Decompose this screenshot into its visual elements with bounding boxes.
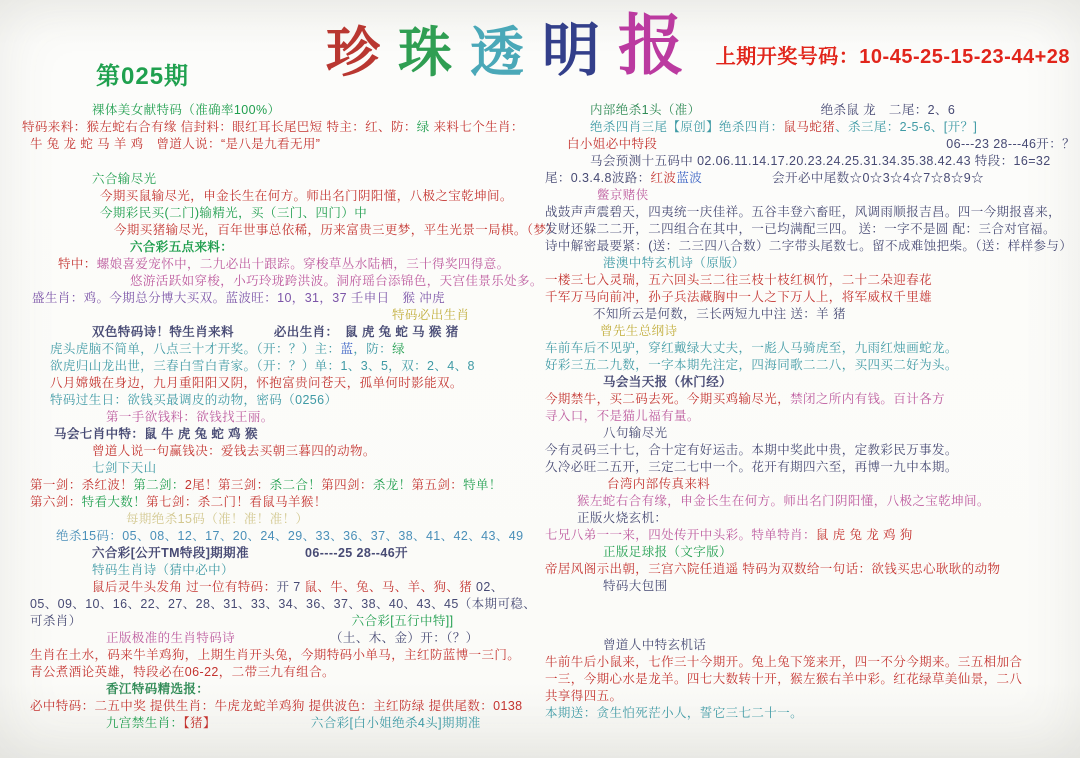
text-segment: 曾先生总纲诗 [600, 324, 678, 338]
text-segment: 今有灵码三十七，合十定有好运击。本期中奖此中贵，定教彩民万事发。 [545, 443, 958, 457]
text-segment: 红波 [650, 171, 677, 185]
text-segment: 悠游活跃如穿梭，小巧玲珑跨洪波。洞府瑶台添锦色，天宫佳景乐处多。 [130, 274, 543, 288]
text-line [100, 188, 544, 205]
text-line [54, 426, 544, 443]
text-segment: 会开必中尾数☆0☆3☆4☆7☆8☆9☆ [772, 171, 984, 185]
text-segment: 第一剑： [30, 478, 82, 492]
text-segment: 千军万马向前冲，孙子兵法藏胸中一人之下万人上，将军威权千里雄 [545, 290, 933, 304]
text-segment: 第六剑： [30, 495, 82, 509]
text-line [106, 630, 544, 647]
text-segment: 特码生肖诗（猜中必中） [92, 563, 234, 577]
text-segment: 七剑下天山 [92, 461, 157, 475]
text-segment: 正版极准的生肖特码诗 [106, 631, 236, 645]
text-line [545, 289, 1075, 306]
text-segment: 马会七肖中特：鼠 牛 虎 兔 蛇 鸡 猴 [54, 427, 258, 441]
text-segment: 第一手欲钱料：欲钱找王丽。 [106, 410, 274, 424]
text-segment: 今期买鼠输尽光，申金长生在何方。师出名门阴阳懂，八极之宝乾坤间。 [100, 189, 513, 203]
text-segment: 第三剑： [217, 478, 270, 492]
text-segment: 特码来料：猴左蛇右合有缘 信封料：眼红耳长尾巴短 特主：红、防： [22, 120, 417, 134]
text-line [126, 511, 544, 528]
text-segment: 尾：0.3.4.8波路： [545, 171, 651, 185]
text-line [545, 688, 1075, 705]
text-segment: 第二剑： [133, 478, 185, 492]
text-segment: （土、木、金）开：（？） [330, 631, 479, 645]
text-segment: 特码过生日：欲钱买最调皮的动物，密码（0256） [50, 393, 338, 407]
text-line [30, 136, 544, 153]
text-line [600, 323, 1075, 340]
text-line [56, 528, 544, 545]
text-line [545, 391, 1075, 408]
text-segment: 绝杀鼠 龙 二尾：2、6 [820, 103, 956, 117]
text-line [567, 136, 1075, 153]
last-draw-numbers: 上期开奖号码：10-45-25-15-23-44+28 [715, 46, 1070, 68]
text-line [545, 671, 1075, 688]
text-line [597, 187, 1075, 204]
text-segment: 马会预测十五码中 02.06.11.14.17.20.23.24.25.31.34.35.38.42.43 特段：16=32 [590, 154, 1051, 168]
text-segment: 八月嫦娥在身边，九月重阳阳又阴，怀抱富贵问苍天，孤单何时影能双。 [50, 376, 463, 390]
text-segment: 必出生肖： 鼠 虎 兔 蛇 马 猴 猪 [273, 325, 459, 339]
text-segment: 六合彩[白小姐绝杀4头]期期准 [310, 716, 481, 730]
text-segment: 曾道人说一句赢钱决：爱钱去买朝三暮四的动物。 [92, 444, 376, 458]
text-segment: 曾道人中特玄机话 [603, 638, 707, 652]
text-segment: 裸体美女献特码（准确率100%） [92, 103, 281, 117]
text-segment: 必中特码：二五中奖 提供生肖：牛虎龙蛇羊鸡狗 提供波色：主红防绿 提供尾数：0138 [30, 699, 523, 713]
text-segment: 绝杀15码：05、08、12、17、20、24、29、33、36、37、38、41、42、43、49 [56, 529, 524, 543]
text-line [106, 409, 544, 426]
text-line [100, 205, 544, 222]
text-segment: 鼠、牛、兔、马、羊、狗、猪 [304, 580, 473, 594]
text-segment: 蓝 [340, 342, 354, 356]
text-segment: 绿 [392, 342, 405, 356]
text-segment: 02、 [472, 580, 504, 594]
text-segment: 发财还躲二二开，二四组合在其中，一已均满配三四。 送：一字不是圆 配：三合对官福。 [545, 222, 1056, 236]
text-segment: 共享得四五。 [545, 689, 623, 703]
text-segment: 杀二合！ [269, 478, 322, 492]
text-segment: 港澳中特玄机诗（原版） [603, 256, 745, 270]
text-segment: 今期彩民买(二门)输精光，买（三门、四门）中 [100, 206, 368, 220]
text-line [30, 613, 544, 630]
title-char: 珍 [326, 23, 380, 83]
text-segment: 鼠后灵牛头发角 过一位有特码： [92, 580, 277, 594]
text-segment: 台湾内部传真来料 [607, 477, 711, 491]
text-line [92, 443, 544, 460]
text-line [92, 562, 544, 579]
text-line [30, 698, 544, 715]
text-line [106, 681, 544, 698]
text-segment: 第五剑： [411, 478, 464, 492]
text-segment: 九宫禁生肖： [106, 716, 184, 730]
text-segment: 蓝波 [676, 171, 703, 185]
text-line [30, 494, 544, 511]
text-line [30, 596, 544, 613]
text-line [92, 102, 544, 119]
text-line [607, 476, 1075, 493]
text-segment: 好彩三五二九数，一字本期先注定，四海同歌二二八，买四买二好为头。 [545, 358, 958, 372]
text-line [545, 170, 1075, 187]
text-segment: 猴左蛇右合有缘，申金长生在何方。师出名门阴阳懂，八极之宝乾坤间。 [577, 494, 990, 508]
title-char: 透 [470, 23, 524, 83]
text-segment: 六合彩五点来料： [130, 240, 234, 254]
text-segment: 鼠马蛇猪 [783, 120, 836, 134]
text-line [130, 239, 544, 256]
issue-number: 第025期 [96, 63, 190, 90]
text-line [545, 442, 1075, 459]
text-line [603, 255, 1075, 272]
text-segment: 诗中解密最要紧：(送：二三四八合数）二字带头尾数七。留不成难蚀把柴。（送：样样参与） [545, 239, 1073, 253]
text-segment: 第四剑： [321, 478, 373, 492]
text-line [545, 357, 1075, 374]
title-char: 明 [542, 18, 601, 83]
text-line [30, 664, 544, 681]
text-line [545, 204, 1075, 221]
text-line [545, 527, 1075, 544]
text-segment: 车前车后不见驴，穿红戴绿大丈夫，一彪人马骑虎至，九雨红烛画蛇龙。 [545, 341, 958, 355]
text-segment: 战鼓声声震碧天，四夷统一庆佳祥。五谷丰登六畜旺，风调雨顺报吉昌。四一今期报喜来， [545, 205, 1062, 219]
text-line [130, 273, 544, 290]
text-segment: 内部绝杀1头（准） [590, 103, 701, 117]
text-segment: 鼠 虎 兔 龙 鸡 狗 [815, 528, 913, 542]
title-char: 珠 [398, 23, 452, 83]
text-segment: 本期送：贪生怕死茫小人，誓它三七二十一。 [545, 706, 804, 720]
text-segment: 特看大数！ [81, 495, 147, 509]
text-line [590, 153, 1075, 170]
text-segment: 05、09、10、16、22、27、28、31、33、34、36、37、38、40、43、45（本期可稳、 [30, 597, 537, 611]
right-column [545, 102, 1075, 722]
text-line [92, 579, 544, 596]
newspaper-title [326, 10, 685, 83]
text-segment: 杀红波！ [81, 478, 134, 492]
text-line [545, 561, 1075, 578]
left-column [22, 102, 560, 732]
text-line [603, 544, 1075, 561]
text-line [50, 358, 544, 375]
text-segment: 绝杀四肖三尾【原创】绝杀四肖： [590, 120, 784, 134]
text-segment: 正版火烧玄机： [577, 511, 668, 525]
text-line [545, 705, 1075, 722]
text-segment: 正版足球报（文字版） [603, 545, 733, 559]
text-segment: 青公煮酒论英雄，特段必在06-22，二带三九有组合。 [30, 665, 335, 679]
text-line [92, 460, 544, 477]
text-line [545, 221, 1075, 238]
text-segment: 寻入口，不是猫儿福有量。 [545, 409, 700, 423]
text-line [92, 171, 544, 188]
text-line [590, 119, 1075, 136]
text-segment: 特码必出生肖 [392, 308, 470, 322]
text-segment: 白小姐必中特段 [567, 137, 658, 151]
text-segment: 、杀三尾：2-5-6、[开？] [835, 120, 978, 134]
text-line [545, 238, 1075, 255]
text-segment: 欲虎归山龙出世，三春白雪白青家。（开：？）单：1、3、5，双：2、4、8 [50, 359, 475, 373]
text-segment: ，防： [353, 342, 393, 356]
text-segment: 久冷必旺二五开，三定二七中一个。花开有期四六至，再博一九中本期。 [545, 460, 958, 474]
text-line [593, 306, 1075, 323]
text-segment: 六合输尽光 [92, 172, 157, 186]
text-segment: 生肖在土水，码来牛羊鸡狗，上期生肖开头兔，今期特码小单马，主红防蓝博一三门。 [30, 648, 521, 662]
text-line [590, 102, 1075, 119]
text-line [603, 578, 1075, 595]
text-line [92, 545, 544, 562]
text-line [392, 307, 544, 324]
text-segment: 每期绝杀15码（准！准！准！） [126, 512, 309, 526]
text-segment: 七兄八弟一一来，四处传开中头彩。特单特肖： [545, 528, 816, 542]
text-line [106, 715, 544, 732]
text-line [577, 493, 1075, 510]
text-line [545, 340, 1075, 357]
text-line [50, 375, 544, 392]
text-line [603, 637, 1075, 654]
text-segment: 开 7 [276, 580, 305, 594]
text-segment: 双色特码诗！特生肖来料 [92, 325, 234, 339]
text-line [30, 647, 544, 664]
text-segment: 一三，今期心水是龙羊。四七大数转十开，猴左猴右羊中彩。红花绿草美仙景，二八 [545, 672, 1023, 686]
text-line [603, 425, 1075, 442]
text-line [32, 290, 544, 307]
text-segment: 香江特码精选报： [106, 682, 210, 696]
text-line [30, 477, 544, 494]
text-line [545, 459, 1075, 476]
text-segment: 一楼三七入灵瑞，五六回头三二往三枝十枝红枫竹，二十二朵迎春花 [545, 273, 933, 287]
text-segment: 六合彩[公开TM特段]期期准 [92, 546, 249, 560]
text-segment: 杀二门！看鼠马羊猴！ [197, 495, 327, 509]
text-line [545, 654, 1075, 671]
text-segment: 特中： [58, 257, 97, 271]
text-line [22, 119, 544, 136]
text-segment: 八句输尽光 [603, 426, 668, 440]
text-segment: 牛 兔 龙 蛇 马 羊 鸡 曾道人说：“是八是九看无用” [30, 137, 321, 151]
text-segment: 特码大包围 [603, 579, 668, 593]
text-segment: 杀龙！ [372, 478, 412, 492]
text-segment: 不知所云是何数，三长两短九中注 送：羊 猪 [593, 307, 846, 321]
text-segment: 今期禁牛，买二码去死。今期买鸡输尽光， [545, 392, 791, 406]
text-line [603, 374, 1075, 391]
text-segment: 今期买猪输尽光，百年世事总依稀，历来富贵三更梦，平生光景一局棋。（梦） [114, 223, 560, 237]
title-char: 报 [618, 10, 685, 83]
text-line [545, 408, 1075, 425]
text-segment: 虎头虎脑不简单，八点三十才开奖。（开：？）主： [50, 342, 341, 356]
text-line [50, 341, 544, 358]
text-line [92, 324, 544, 341]
text-segment: 06----25 28--46开 [304, 546, 408, 560]
text-segment: 【猪】 [183, 716, 216, 730]
text-segment: 可杀肖） [30, 614, 82, 628]
text-line [58, 256, 544, 273]
text-segment: 来料七个生肖： [429, 120, 524, 134]
text-line [50, 392, 544, 409]
text-segment: 鳖京赌侠 [597, 188, 649, 202]
text-line [114, 222, 560, 239]
text-line [577, 510, 1075, 527]
text-segment: 禁闭之所内有钱。百计各方 [790, 392, 945, 406]
text-line [545, 272, 1075, 289]
text-segment: 六合彩[五行中特]] [351, 614, 454, 628]
text-segment: 绿 [416, 120, 430, 134]
text-segment: 马会当天报（休门经） [603, 375, 733, 389]
text-segment: 螺娘喜爱宠怀中，二九必出十跟踪。穿梭草丛水陆栖，三十得奖四得意。 [96, 257, 510, 271]
text-segment: 帝居风阁示出朝，三宫六院任逍遥 特码为双数给一句话：欲钱买忠心耿耿的动物 [545, 562, 1001, 576]
text-segment: 特单！ [463, 478, 502, 492]
text-segment: 牛前牛后小鼠来，七作三十今期开。兔上兔下笼来开，四一不分今期来。三五相加合 [545, 655, 1023, 669]
text-segment: 06---23 28---46开：？ [946, 137, 1075, 151]
text-segment: 2尾！ [184, 478, 218, 492]
text-segment: 第七剑： [146, 495, 198, 509]
text-segment: 盛生肖：鸡。今期总分博大买双。蓝波旺：10，31，37 壬申日 猴 冲虎 [32, 291, 446, 305]
